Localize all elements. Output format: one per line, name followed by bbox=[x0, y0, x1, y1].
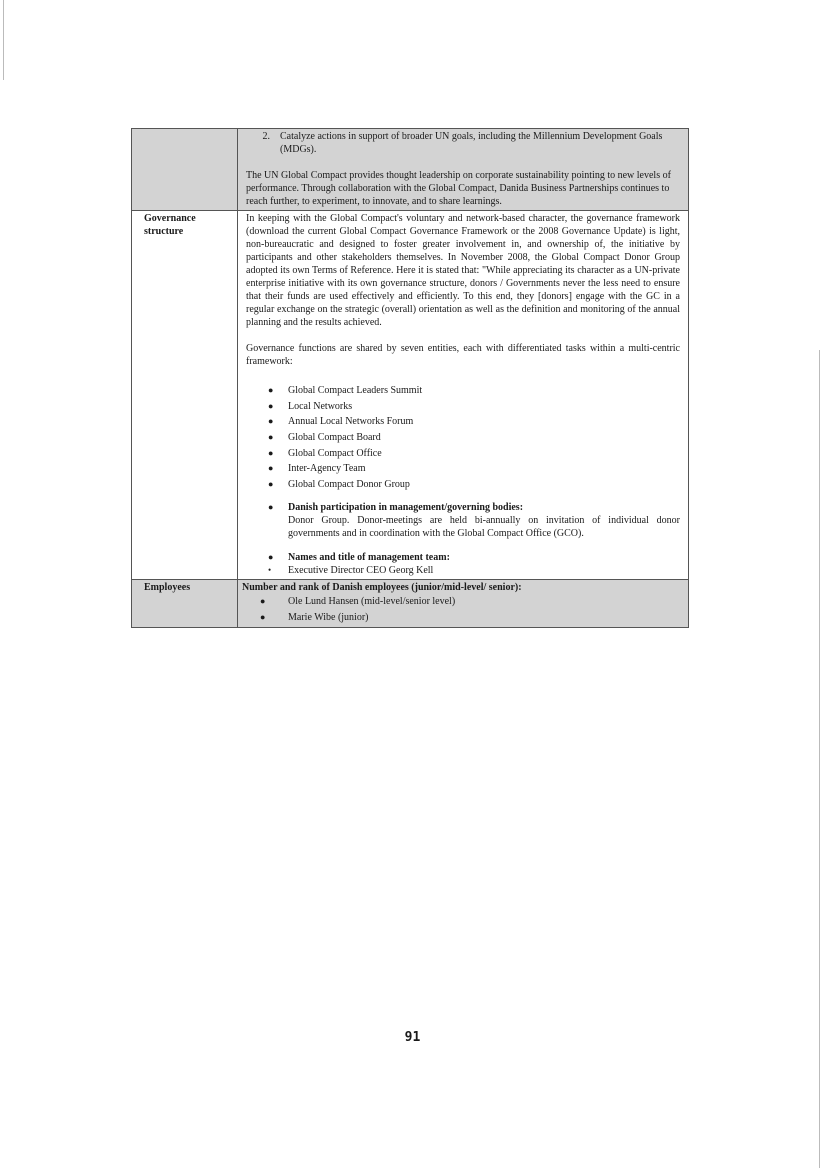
bullet-icon: ● bbox=[260, 612, 266, 623]
danish-participation-block bbox=[246, 501, 680, 540]
list-item: ● Global Compact Office bbox=[246, 445, 680, 461]
list-item: ● Global Compact Leaders Summit bbox=[246, 383, 680, 399]
employees-heading: Number and rank of Danish employees (junior/mid-level/ senior): bbox=[242, 582, 522, 594]
label-line: structure bbox=[144, 226, 184, 237]
bullet-icon: ● bbox=[268, 432, 274, 443]
scan-edge-line bbox=[3, 0, 4, 80]
bullet-icon: ● bbox=[268, 502, 274, 513]
list-item: ● Global Compact Donor Group bbox=[246, 477, 680, 493]
row-content-governance bbox=[238, 211, 688, 579]
document-table bbox=[131, 128, 689, 628]
row-content-objectives bbox=[238, 129, 688, 210]
danish-participation-text: Donor Group. Donor-meetings are held bi-annually on invitation of individual donor governments and in coordination with the Global Compact Office (GCO). bbox=[288, 515, 680, 540]
entities-list bbox=[246, 383, 680, 492]
table-row-governance bbox=[132, 210, 688, 579]
bullet-icon: ● bbox=[268, 416, 274, 427]
bullet-icon: • bbox=[268, 565, 272, 576]
governance-paragraph: In keeping with the Global Compact's voluntary and network-based character, the governance framework (download the current Global Compact Governance Framework or the 2008 Governance Update) is light, non-bureaucratic and designed to foster greater involvement in, and ownership of, the initiative by participants and other stakeholders themselves. In November 2008, the Global Compact Donor Group adopted its own Terms of Reference. Here it is stated that: "While appreciating its character as a UN-private enterprise initiative with its own governance structure, donors / Governments never the less need to ensure that their funds are used effectively and efficiently. To this end, they [donors] engage with the GC in a regular exchange on the strategic (overall) orientation as well as the definition and monitoring of the annual planning and the results achieved. bbox=[246, 213, 680, 328]
thought-leadership-paragraph: The UN Global Compact provides thought leadership on corporate sustainability pointing to new levels of performance. Through collaboration with the Global Compact, Danida Business Partnerships continues to reach further, to experiment, to innovate, and to share learnings. bbox=[246, 170, 671, 207]
governance-functions-paragraph: Governance functions are shared by seven entities, each with differentiated tasks within a multi-centric framework: bbox=[246, 343, 680, 367]
bullet-icon: ● bbox=[260, 596, 266, 607]
row-label-empty bbox=[132, 129, 238, 210]
label-line: Governance bbox=[144, 213, 196, 224]
management-heading-block bbox=[246, 551, 680, 564]
table-row-employees bbox=[132, 579, 688, 627]
bullet-icon: ● bbox=[268, 400, 274, 411]
management-member: Executive Director CEO Georg Kell bbox=[288, 565, 434, 577]
item-number: 2. bbox=[262, 131, 270, 142]
scan-edge-line bbox=[819, 350, 820, 1168]
table-row-objectives bbox=[132, 129, 688, 210]
row-content-employees bbox=[238, 580, 688, 627]
bullet-icon: ● bbox=[268, 447, 274, 458]
bullet-icon: ● bbox=[268, 478, 274, 489]
list-item: ● Annual Local Networks Forum bbox=[246, 414, 680, 430]
item-text: Catalyze actions in support of broader UN goals, including the Millennium Development Goals (MDGs). bbox=[280, 131, 663, 155]
list-item: ● Ole Lund Hansen (mid-level/senior level) bbox=[242, 594, 680, 610]
list-item: ● Local Networks bbox=[246, 399, 680, 415]
numbered-item bbox=[246, 130, 680, 156]
management-heading: Names and title of management team: bbox=[288, 552, 450, 564]
bullet-icon: ● bbox=[268, 552, 274, 563]
row-label-governance bbox=[132, 211, 238, 579]
employees-list bbox=[242, 594, 680, 625]
management-member-block bbox=[246, 564, 680, 577]
numbered-list bbox=[246, 130, 680, 156]
list-item: ● Global Compact Board bbox=[246, 430, 680, 446]
danish-participation-heading: Danish participation in management/governing bodies: bbox=[288, 502, 524, 514]
page-number: 91 bbox=[404, 1030, 421, 1045]
bullet-icon: ● bbox=[268, 463, 274, 474]
row-label-employees: Employees bbox=[132, 580, 238, 627]
list-item: ● Inter-Agency Team bbox=[246, 461, 680, 477]
list-item: ● Marie Wibe (junior) bbox=[242, 610, 680, 626]
bullet-icon: ● bbox=[268, 385, 274, 396]
